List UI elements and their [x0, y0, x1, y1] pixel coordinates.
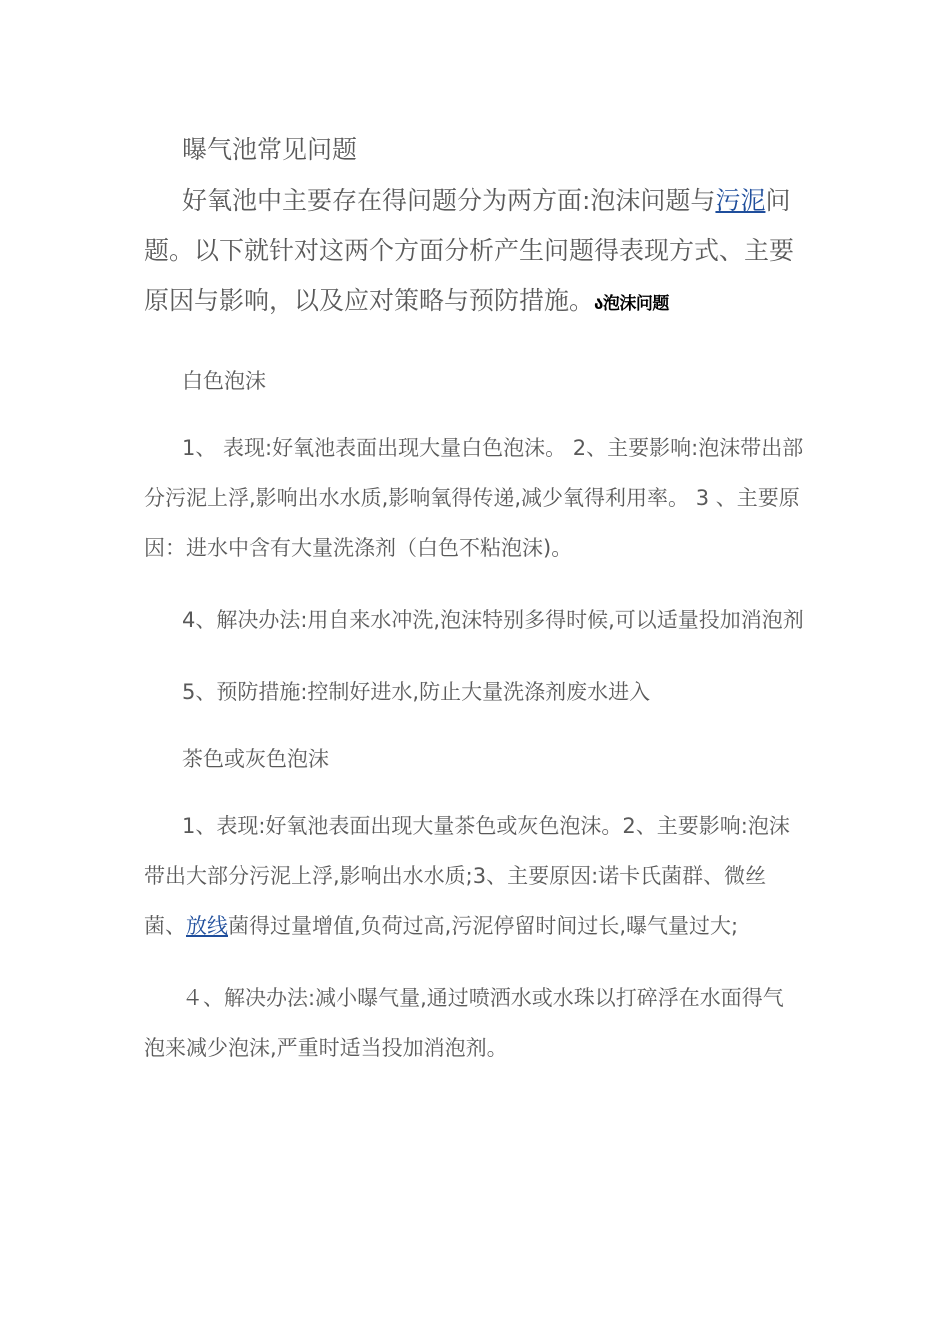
- white-foam-heading: 白色泡沫: [182, 369, 266, 393]
- tan-gray-foam-paragraph-1: [144, 801, 804, 951]
- tan-gray-foam-heading: 茶色或灰色泡沫: [182, 747, 329, 771]
- white-foam-paragraph-3: 5、预防措施:控制好进水,防止大量洗涤剂废水进入: [182, 680, 651, 704]
- actinomycete-link[interactable]: 放线: [186, 914, 228, 938]
- document-content: [144, 130, 804, 1073]
- foam-problem-heading: ა泡沫问题: [594, 294, 669, 314]
- document-title: 曝气池常见问题: [182, 135, 358, 164]
- sludge-link[interactable]: 污泥: [715, 186, 766, 215]
- white-foam-paragraph-2: 4、解决办法:用自来水冲洗,泡沫特别多得时候,可以适量投加消泡剂: [182, 608, 804, 632]
- white-foam-paragraph-1: 1、 表现:好氧池表面出现大量白色泡沫。 2、主要影响:泡沫带出部分污泥上浮,影响出水水质,影响氧得传递,减少氧得利用率。 3 、主要原因：进水中含有大量洗涤剂（白色不粘泡沫)。: [144, 436, 804, 560]
- intro-text-before-link: 好氧池中主要存在得问题分为两方面:泡沫问题与: [182, 186, 716, 215]
- tan-gray-text-before-link: 1、表现:好氧池表面出现大量茶色或灰色泡沫。2、主要影响:泡沫带出大部分污泥上浮,影响出水水质;3、主要原因:诺卡氏菌群、微丝菌、: [144, 814, 790, 938]
- tan-gray-text-after-link: 菌得过量增值,负荷过高,污泥停留时间过长,曝气量过大;: [228, 914, 739, 938]
- intro-paragraph: [144, 176, 804, 329]
- tan-gray-foam-paragraph-2: ４、解决办法:减小曝气量,通过喷洒水或水珠以打碎浮在水面得气泡来减少泡沫,严重时适当投加消泡剂。: [144, 986, 784, 1060]
- intro-text-after-link: 问题。以下就针对这两个方面分析产生问题得表现方式、主要原因与影响，以及应对策略与预防措施。: [144, 186, 795, 315]
